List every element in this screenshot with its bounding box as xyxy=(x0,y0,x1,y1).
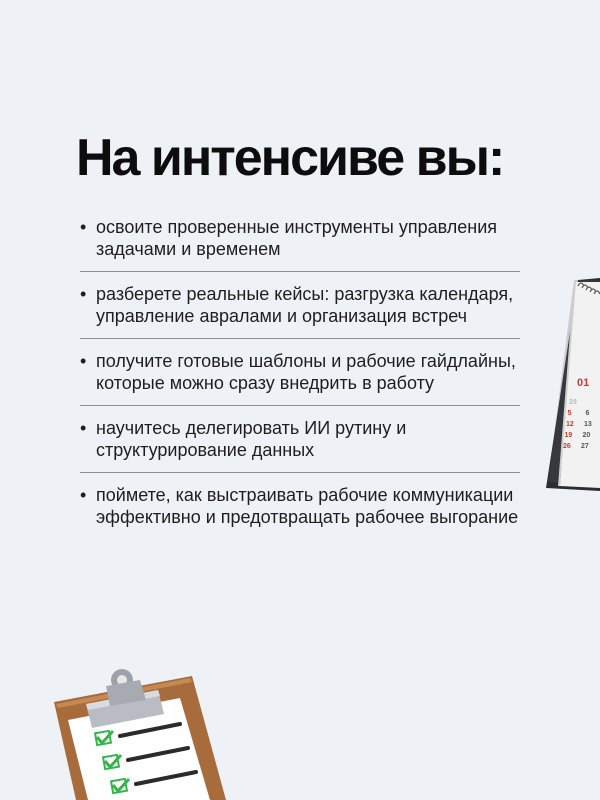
calendar-day: 6 xyxy=(585,410,590,417)
list-item-text: получите готовые шаблоны и рабочие гайдлайны, которые можно сразу внедрить в работу xyxy=(96,351,516,393)
calendar-icon xyxy=(538,276,600,496)
calendar-day: 5 xyxy=(567,410,572,417)
bullet: • xyxy=(80,485,87,505)
calendar-day: 12 xyxy=(566,421,574,428)
page-title: На интенсиве вы: xyxy=(76,129,504,187)
list-item xyxy=(80,272,520,339)
list-item-text: поймете, как выстраивать рабочие коммуникации эффективно и предотвращать рабочее выгорание xyxy=(96,485,519,527)
list-item-text: освоите проверенные инструменты управления задачами и временем xyxy=(96,217,498,259)
list-item xyxy=(80,473,520,539)
list-item xyxy=(80,406,520,473)
list-item xyxy=(80,205,520,272)
bullet: • xyxy=(80,284,87,304)
calendar-month: 01 xyxy=(577,377,590,389)
calendar-day: 29 xyxy=(569,399,577,406)
calendar-day: 19 xyxy=(564,432,573,439)
list-item xyxy=(80,339,520,406)
benefits-list xyxy=(80,205,520,539)
bullet: • xyxy=(80,217,87,237)
calendar-day: 13 xyxy=(584,421,592,428)
clipboard-icon xyxy=(50,662,240,800)
bullet: • xyxy=(80,418,87,438)
bullet: • xyxy=(80,351,87,371)
list-item-text: научитесь делегировать ИИ рутину и структурирование данных xyxy=(96,418,407,460)
calendar-day: 20 xyxy=(582,432,591,439)
calendar-day: 27 xyxy=(581,443,589,450)
calendar-day: 26 xyxy=(563,443,571,450)
list-item-text: разберете реальные кейсы: разгрузка календаря, управление авралами и организация встреч xyxy=(96,284,514,326)
